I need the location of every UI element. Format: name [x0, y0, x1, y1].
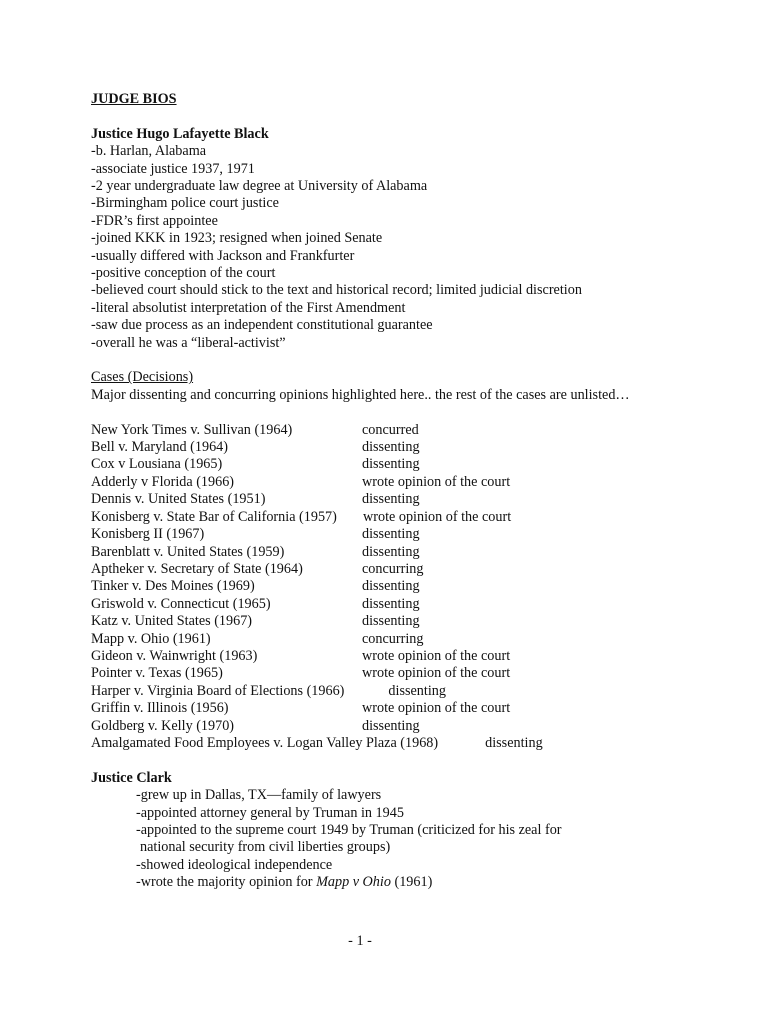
- clark-bullet: -showed ideological independence: [136, 856, 333, 873]
- black-heading: Justice Hugo Lafayette Black: [91, 125, 269, 142]
- black-bullet: -positive conception of the court: [91, 265, 276, 282]
- black-bullet: -overall he was a “liberal-activist”: [91, 334, 286, 351]
- clark-last-case: Mapp v Ohio: [316, 874, 391, 891]
- case-opinion: wrote opinion of the court: [362, 647, 511, 664]
- case-opinion: dissenting: [362, 491, 420, 508]
- clark-bullet: national security from civil liberties groups): [140, 839, 391, 856]
- case-row: [91, 683, 731, 700]
- case-row: [91, 491, 731, 508]
- case-name: Gideon v. Wainwright (1963): [91, 647, 258, 664]
- case-name: Dennis v. United States (1951): [91, 491, 266, 508]
- case-name: Konisberg II (1967): [91, 526, 205, 543]
- case-row: [91, 526, 731, 543]
- clark-heading: Justice Clark: [91, 769, 172, 786]
- case-row: [91, 422, 731, 439]
- case-opinion: dissenting: [362, 543, 420, 560]
- black-bullet: -FDR’s first appointee: [91, 212, 218, 229]
- document-title: JUDGE BIOS: [91, 91, 177, 107]
- case-opinion: wrote opinion of the court: [362, 473, 511, 490]
- clark-bullet-last: [91, 874, 731, 891]
- black-bullet: -literal absolutist interpretation of the First Amendment: [91, 299, 406, 316]
- case-name: Barenblatt v. United States (1959): [91, 543, 285, 560]
- case-name: Bell v. Maryland (1964): [91, 439, 228, 456]
- black-bullet: -associate justice 1937, 1971: [91, 160, 255, 177]
- case-name: Adderly v Florida (1966): [91, 473, 235, 490]
- case-opinion: concurring: [362, 560, 424, 577]
- case-name: Pointer v. Texas (1965): [91, 665, 223, 682]
- case-opinion: dissenting: [362, 613, 420, 630]
- clark-bullet: -appointed attorney general by Truman in 1945: [136, 804, 404, 821]
- black-bullet: -b. Harlan, Alabama: [91, 143, 207, 160]
- case-name: Konisberg v. State Bar of California (1957): [91, 508, 337, 525]
- case-row: [91, 631, 731, 648]
- black-bullet: -believed court should stick to the text and historical record; limited judicial discretion: [91, 282, 582, 299]
- case-name: Katz v. United States (1967): [91, 613, 253, 630]
- clark-last-suffix: (1961): [390, 874, 433, 891]
- case-row: [91, 439, 731, 456]
- black-bullet: -usually differed with Jackson and Frankfurter: [91, 247, 355, 264]
- black-bullet: -Birmingham police court justice: [91, 195, 279, 212]
- case-name: Mapp v. Ohio (1961): [91, 630, 211, 647]
- case-row: [91, 474, 731, 491]
- black-bullet: -2 year undergraduate law degree at University of Alabama: [91, 178, 428, 195]
- case-row: [91, 509, 731, 526]
- case-name: Cox v Lousiana (1965): [91, 456, 223, 473]
- cases-note: Major dissenting and concurring opinions highlighted here.. the rest of the cases are unlisted…: [91, 386, 630, 403]
- case-opinion: dissenting: [362, 717, 420, 734]
- case-opinion: concurring: [362, 630, 424, 647]
- case-opinion: wrote opinion of the court: [362, 700, 511, 717]
- case-row: [91, 596, 731, 613]
- case-name: Harper v. Virginia Board of Elections (1966): [91, 682, 345, 699]
- case-opinion: dissenting: [388, 682, 446, 699]
- clark-bullet: -grew up in Dallas, TX—family of lawyers: [136, 787, 382, 804]
- page-number: - 1 -: [348, 933, 372, 949]
- case-opinion: wrote opinion of the court: [363, 508, 512, 525]
- case-row: [91, 700, 731, 717]
- case-row: [91, 718, 731, 735]
- case-name: Griswold v. Connecticut (1965): [91, 595, 271, 612]
- clark-last-prefix: -wrote the majority opinion for: [136, 874, 317, 891]
- case-row: [91, 648, 731, 665]
- case-opinion: dissenting: [362, 526, 420, 543]
- case-opinion: dissenting: [362, 439, 420, 456]
- clark-bullet: -appointed to the supreme court 1949 by Truman (criticized for his zeal for: [136, 822, 562, 838]
- case-name: New York Times v. Sullivan (1964): [91, 421, 293, 438]
- cases-list: [91, 422, 731, 753]
- case-opinion: dissenting: [485, 734, 543, 751]
- case-name: Tinker v. Des Moines (1969): [91, 578, 255, 595]
- case-row: [91, 544, 731, 561]
- case-name: Aptheker v. Secretary of State (1964): [91, 560, 303, 577]
- case-name: Goldberg v. Kelly (1970): [91, 717, 235, 734]
- case-row: [91, 613, 731, 630]
- black-bullet: -joined KKK in 1923; resigned when joined Senate: [91, 230, 383, 247]
- case-name: Griffin v. Illinois (1956): [91, 700, 229, 717]
- document-body: [91, 91, 731, 892]
- cases-heading: Cases (Decisions): [91, 369, 194, 386]
- case-opinion: concurred: [362, 421, 419, 438]
- case-row: [91, 561, 731, 578]
- case-opinion: dissenting: [362, 578, 420, 595]
- case-row: [91, 456, 731, 473]
- case-opinion: wrote opinion of the court: [362, 665, 511, 682]
- case-row: [91, 735, 731, 752]
- case-opinion: dissenting: [362, 595, 420, 612]
- black-bullet: -saw due process as an independent constitutional guarantee: [91, 317, 433, 334]
- case-row: [91, 578, 731, 595]
- case-name: Amalgamated Food Employees v. Logan Valley Plaza (1968): [91, 734, 439, 751]
- case-row: [91, 665, 731, 682]
- case-opinion: dissenting: [362, 456, 420, 473]
